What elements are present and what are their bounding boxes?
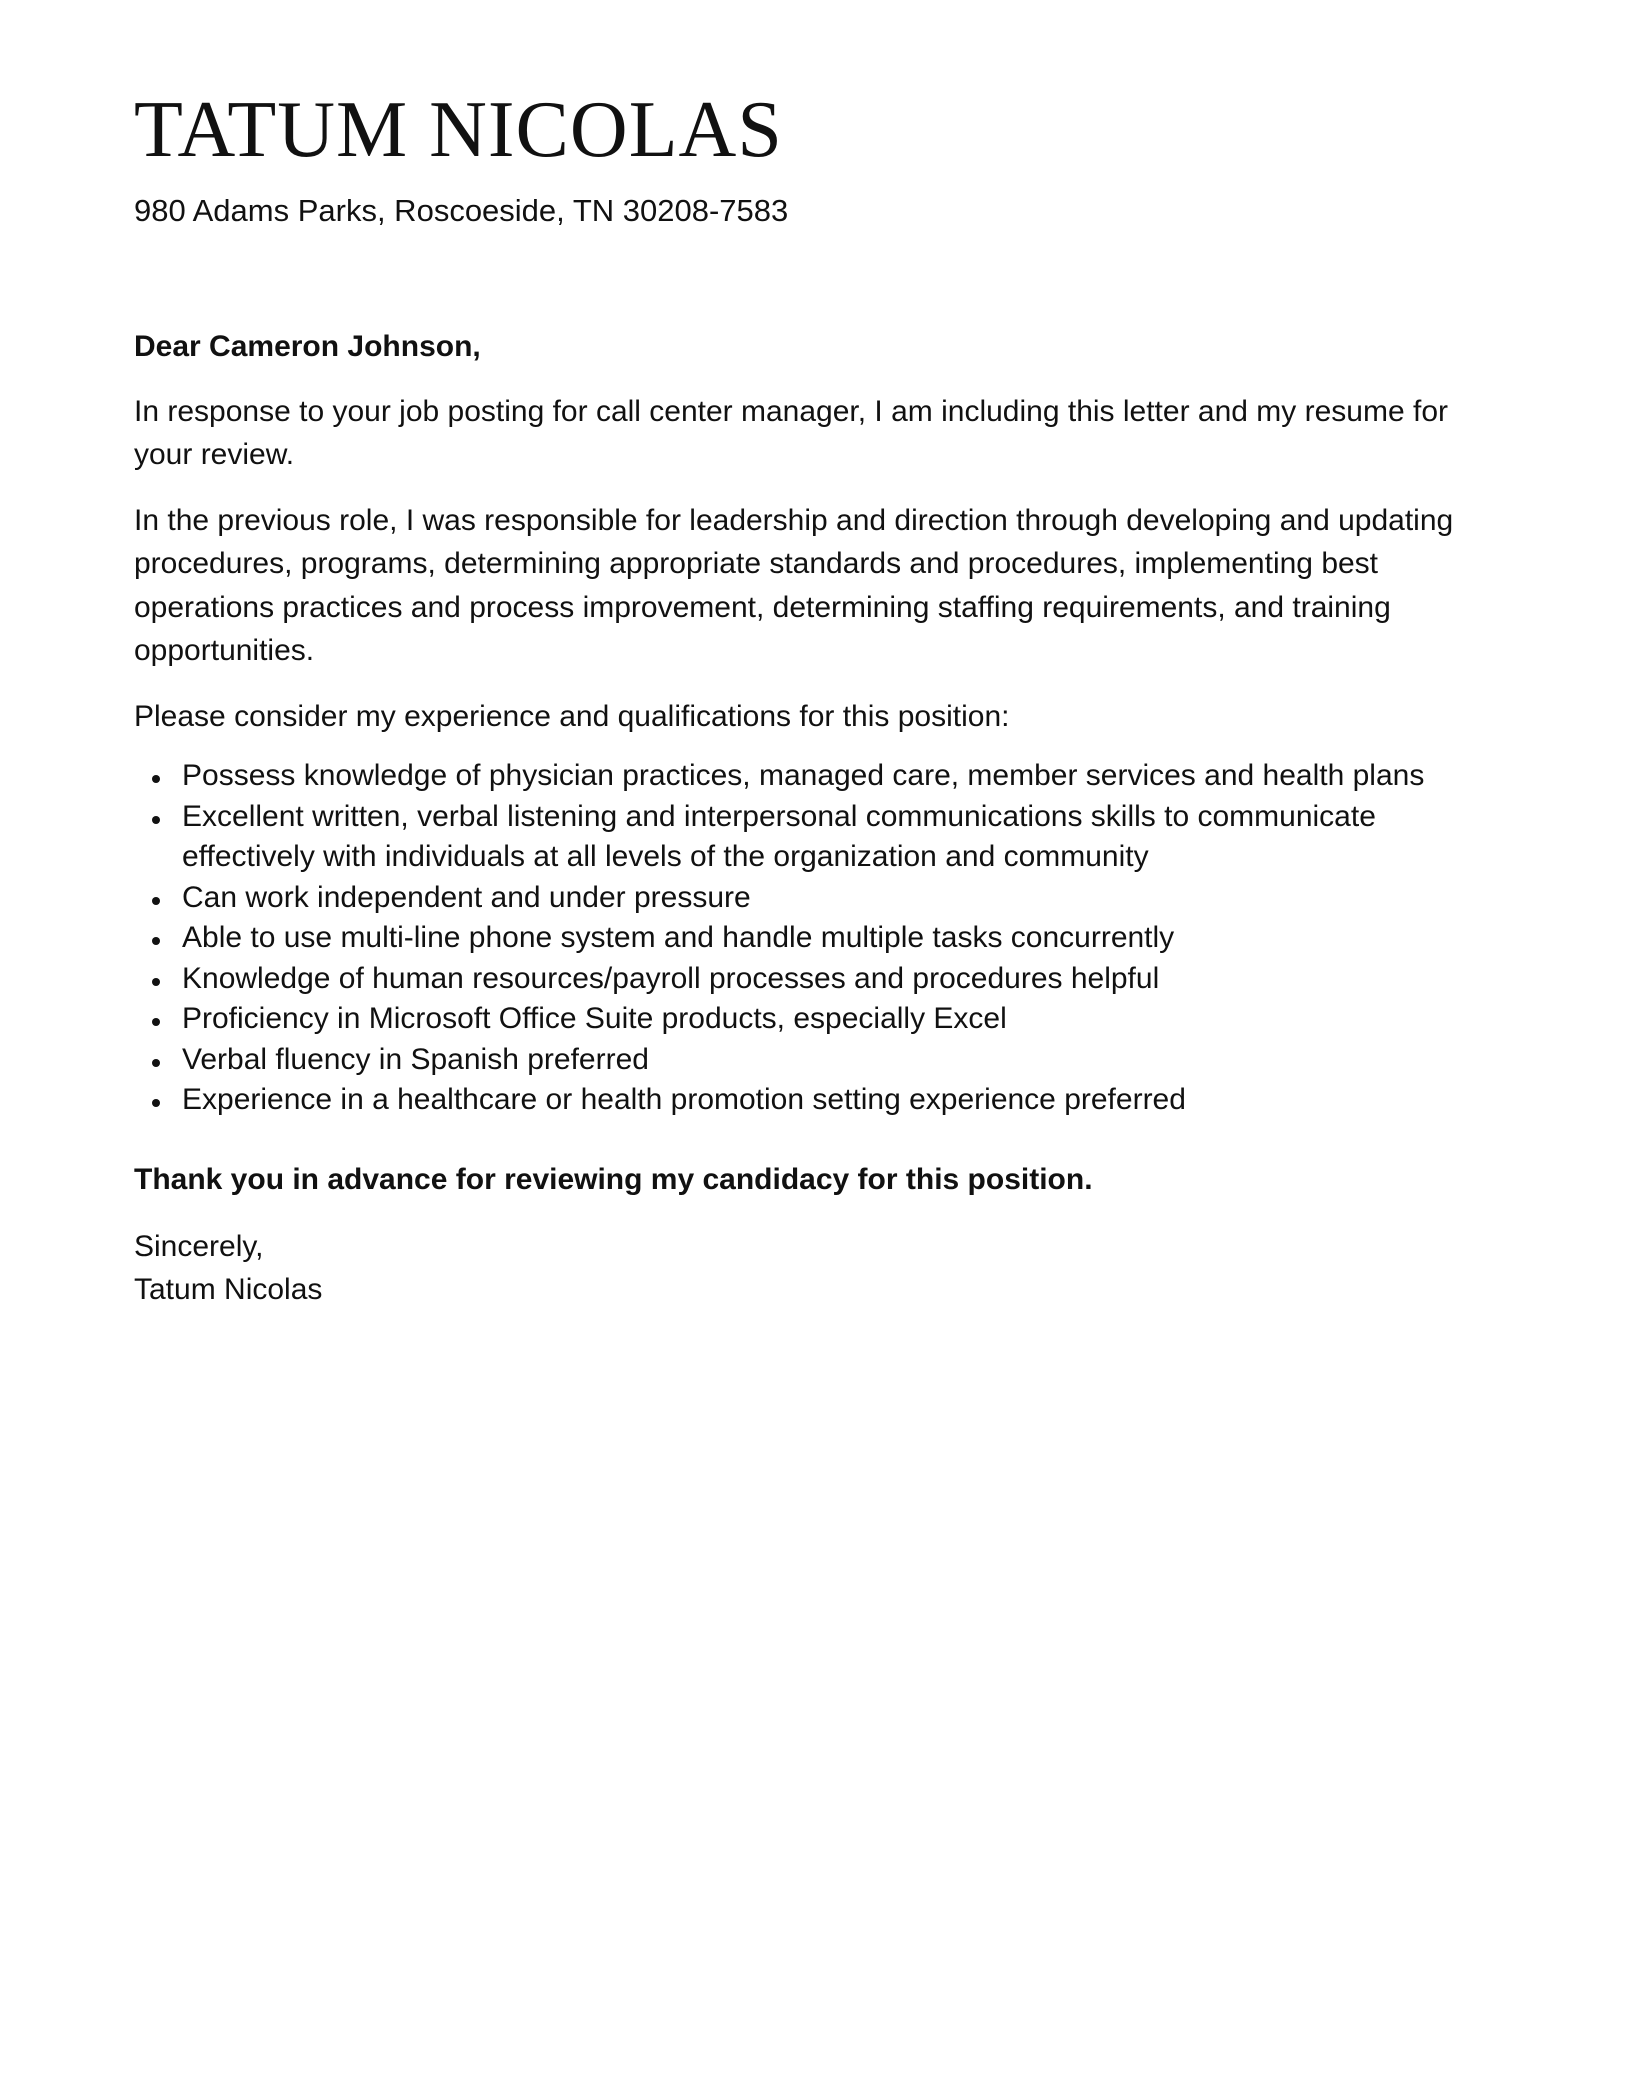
qualification-item: Possess knowledge of physician practices, managed care, member services and health plans bbox=[134, 756, 1514, 797]
letter-content bbox=[134, 88, 1514, 1312]
qualification-item: Proficiency in Microsoft Office Suite products, especially Excel bbox=[134, 999, 1514, 1040]
qualifications-intro: Please consider my experience and qualifications for this position: bbox=[134, 699, 1010, 733]
experience-paragraph: In the previous role, I was responsible for leadership and direction through developing and updating procedures, programs, determining appropriate standards and procedures, implementing best operations practices and process improvement, determining staffing requirements, and training opportunities. bbox=[134, 503, 1454, 668]
intro-paragraph: In response to your job posting for call center manager, I am including this letter and my resume for your review. bbox=[134, 394, 1448, 472]
qualification-item: Able to use multi-line phone system and handle multiple tasks concurrently bbox=[134, 918, 1514, 959]
greeting: Dear Cameron Johnson, bbox=[134, 329, 481, 363]
closing-statement: Thank you in advance for reviewing my candidacy for this position. bbox=[134, 1162, 1093, 1196]
applicant-address: 980 Adams Parks, Roscoeside, TN 30208-7583 bbox=[134, 193, 789, 228]
signoff: Sincerely, bbox=[134, 1229, 264, 1263]
qualification-item: Excellent written, verbal listening and interpersonal communications skills to communicate effectively with individuals at all levels of the organization and community bbox=[134, 797, 1514, 878]
qualifications-list bbox=[134, 756, 1514, 1121]
applicant-name: TATUM NICOLAS bbox=[134, 86, 783, 174]
qualification-item: Experience in a healthcare or health promotion setting experience preferred bbox=[134, 1080, 1514, 1121]
signature-name: Tatum Nicolas bbox=[134, 1273, 323, 1307]
qualification-item: Knowledge of human resources/payroll processes and procedures helpful bbox=[134, 959, 1514, 1000]
qualification-item: Verbal fluency in Spanish preferred bbox=[134, 1040, 1514, 1081]
qualification-item: Can work independent and under pressure bbox=[134, 878, 1514, 919]
